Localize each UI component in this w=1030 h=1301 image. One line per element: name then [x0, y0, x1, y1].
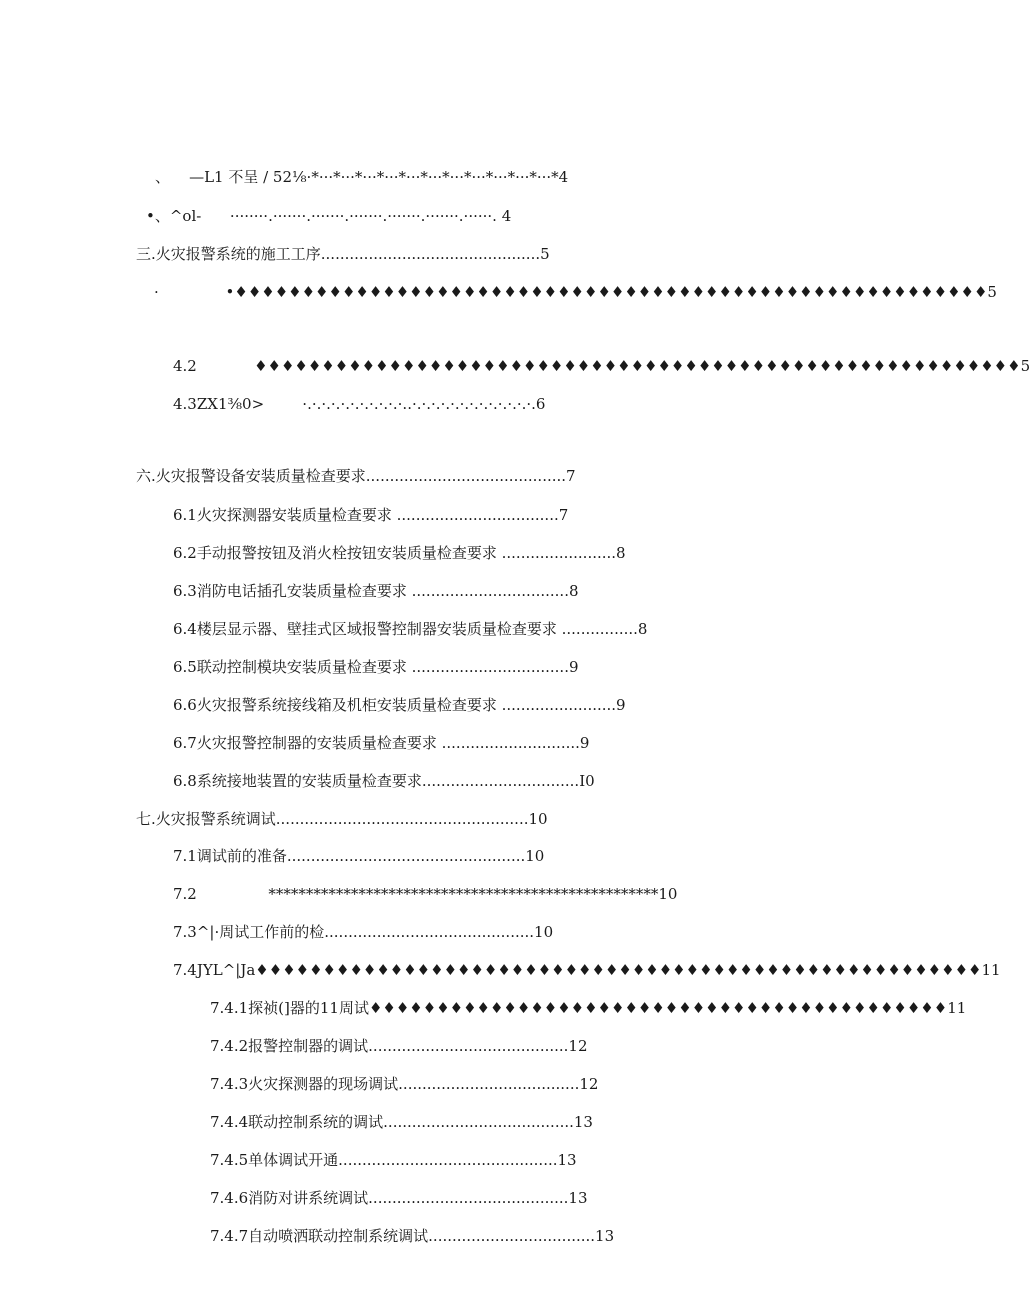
toc-entry-text: 三.火灾报警系统的施工工序..............................................5 [136, 245, 550, 263]
toc-entry [173, 503, 776, 527]
toc-entry [210, 1186, 780, 1210]
toc-entry [210, 1148, 780, 1172]
toc-entry [210, 1034, 780, 1058]
toc-entry-text: 6.2手动报警按钮及消火栓按钮安装质量检查要求 ........................8 [173, 544, 626, 562]
toc-entry-text: •、^ol- ········.·······.·······.·······.·······.·······.······. 4 [146, 207, 512, 225]
toc-entry [173, 693, 776, 717]
toc-entry [173, 354, 1030, 378]
toc-entry [173, 655, 776, 679]
toc-entry [154, 280, 997, 304]
toc-entry-text: 7.4.4联动控制系统的调试........................................13 [210, 1113, 593, 1131]
toc-entry [173, 844, 781, 868]
toc-entry [173, 958, 1001, 982]
toc-entry-text: 6.3消防电话插孔安装质量检查要求 .................................8 [173, 582, 579, 600]
toc-entry [210, 1224, 780, 1248]
toc-entry-text: 4.3ZX1⅜0> ·.·.·.·.·.·.·.·.·.·.·..·.·.·.·.·.·.·.·.·.·.·.·.·.6 [173, 395, 546, 413]
toc-entry [136, 464, 776, 488]
toc-entry-text: 7.4.1探祯(]器的11周试♦♦♦♦♦♦♦♦♦♦♦♦♦♦♦♦♦♦♦♦♦♦♦♦♦♦♦♦♦♦♦♦♦♦♦♦♦♦♦♦♦♦♦11 [210, 999, 967, 1017]
toc-entry-text: 六.火灾报警设备安装质量检查要求..........................................7 [136, 467, 576, 485]
toc-entry-text: 7.4.6消防对讲系统调试..........................................13 [210, 1189, 588, 1207]
toc-entry [173, 617, 776, 641]
toc-entry-text: 7.1调试前的准备..................................................10 [173, 847, 545, 865]
toc-entry [173, 541, 776, 565]
toc-entry [173, 392, 673, 416]
toc-entry [173, 769, 781, 793]
toc-entry [146, 204, 546, 228]
toc-entry-text: 7.4.3火灾探测器的现场调试......................................12 [210, 1075, 599, 1093]
toc-entry [173, 731, 776, 755]
toc-entry-text: 7.4.5单体调试开通..............................................13 [210, 1151, 577, 1169]
toc-entry [210, 996, 967, 1020]
toc-entry-text: 7.2 ****************************************************10 [173, 885, 678, 903]
toc-entry [210, 1110, 780, 1134]
toc-entry-text: · •♦♦♦♦♦♦♦♦♦♦♦♦♦♦♦♦♦♦♦♦♦♦♦♦♦♦♦♦♦♦♦♦♦♦♦♦♦♦♦♦♦♦♦♦♦♦♦♦♦♦♦♦♦♦♦♦5 [154, 283, 997, 301]
toc-entry [210, 1072, 780, 1096]
toc-entry [155, 165, 660, 189]
toc-entry-text: 七.火灾报警系统调试.....................................................10 [136, 810, 548, 828]
toc-entry-text: 7.4.2报警控制器的调试..........................................12 [210, 1037, 588, 1055]
toc-entry-text: 、 —L1 不呈 / 52⅛·*···*···*···*···*···*···*···*···*···*···*···*4 [155, 168, 569, 186]
toc-entry-text: 6.4楼层显示器、壁挂式区域报警控制器安装质量检查要求 ................8 [173, 620, 648, 638]
toc-entry-text: 6.6火灾报警系统接线箱及机柜安装质量检查要求 ........................9 [173, 696, 626, 714]
toc-entry [173, 579, 776, 603]
toc-entry-text: 6.8系统接地装置的安装质量检查要求.................................I0 [173, 772, 595, 790]
toc-entry [173, 882, 781, 906]
toc-entry [136, 242, 776, 266]
toc-entry-text: 7.3^|·周试工作前的检............................................10 [173, 923, 554, 941]
toc-entry-text: 6.7火灾报警控制器的安装质量检查要求 .............................9 [173, 734, 590, 752]
toc-entry-text: 4.2 ♦♦♦♦♦♦♦♦♦♦♦♦♦♦♦♦♦♦♦♦♦♦♦♦♦♦♦♦♦♦♦♦♦♦♦♦♦♦♦♦♦♦♦♦♦♦♦♦♦♦♦♦♦♦♦♦♦5 [173, 357, 1030, 375]
toc-entry [136, 807, 781, 831]
toc-entry-text: 7.4JYL^|Ja♦♦♦♦♦♦♦♦♦♦♦♦♦♦♦♦♦♦♦♦♦♦♦♦♦♦♦♦♦♦♦♦♦♦♦♦♦♦♦♦♦♦♦♦♦♦♦♦♦♦♦♦♦♦11 [173, 961, 1001, 979]
toc-entry-text: 6.1火灾探测器安装质量检查要求 ..................................7 [173, 506, 569, 524]
toc-entry-text: 6.5联动控制模块安装质量检查要求 .................................9 [173, 658, 579, 676]
toc-entry-text: 7.4.7自动喷洒联动控制系统调试...................................13 [210, 1227, 615, 1245]
toc-entry [173, 920, 773, 944]
